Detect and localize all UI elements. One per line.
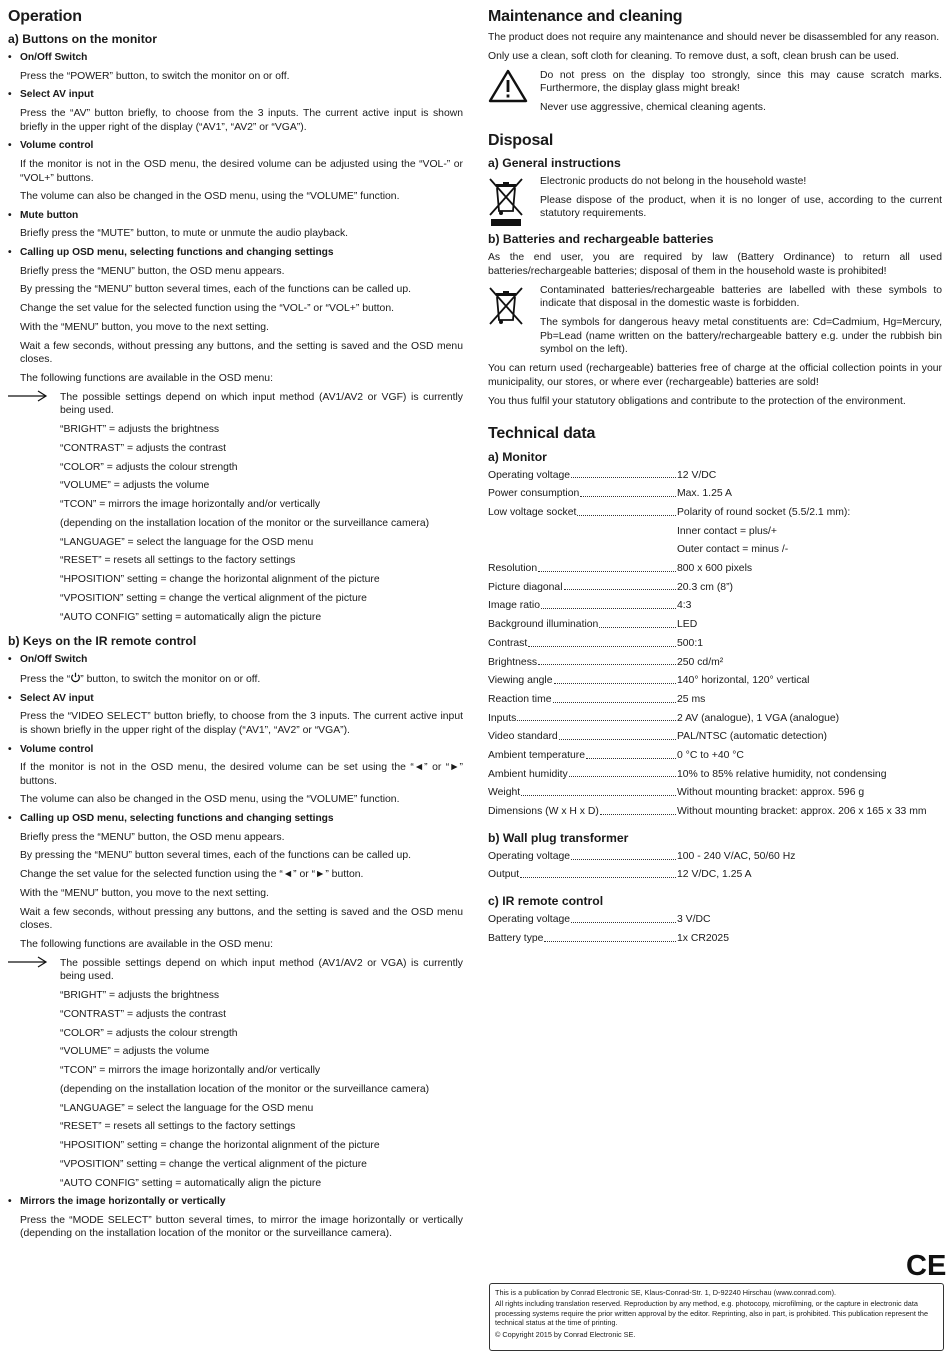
spec-value: 100 - 240 V/AC, 50/60 Hz <box>677 850 796 862</box>
spec-row <box>488 562 942 581</box>
spec-row <box>488 581 942 600</box>
remote-osd-function-list <box>8 989 463 1190</box>
left-column <box>8 6 463 1246</box>
crossed-bin-icon <box>488 175 524 232</box>
note-row <box>8 391 463 418</box>
osd-text-3: Change the set value for the selected function using the “VOL-” or “VOL+” button. <box>20 303 394 315</box>
remote-onoff-text: Press the “ ” button, to switch the monitor on or off. <box>20 673 261 685</box>
spec-value: 12 V/DC <box>677 469 717 481</box>
osd-text-4: With the “MENU” button, you move to the next setting. <box>20 321 269 333</box>
spec-row <box>488 599 942 618</box>
osd-function-item: “CONTRAST” = adjusts the contrast <box>60 442 227 454</box>
osd-function-item: “VOLUME” = adjusts the volume <box>60 480 210 492</box>
spec-label: Viewing angle <box>488 675 553 687</box>
remote-note-text: The possible settings depend on which input method (AV1/AV2 or VGA) is currently being used. <box>60 957 463 983</box>
batteries-heading: b) Batteries and rechargeable batteries <box>488 231 714 246</box>
spec-value: Outer contact = minus /- <box>677 544 789 556</box>
imprint-line-3: © Copyright 2015 by Conrad Electronic SE. <box>495 1329 636 1339</box>
osd-function-item: “COLOR” = adjusts the colour strength <box>60 1027 238 1039</box>
osd-text-5: Wait a few seconds, without pressing any buttons, and the setting is saved and the OSD menu closes. <box>20 340 463 366</box>
av-text: Press the “AV” button briefly, to choose from the 3 inputs. The current active input is shown briefly in the upper right of the display (“AV1”, “AV2” or “VGA”). <box>20 107 463 133</box>
mute-title: • Mute button <box>8 209 463 222</box>
spec-value: 1x CR2025 <box>677 932 729 944</box>
remote-spec-table <box>488 913 942 950</box>
spec-value: 25 ms <box>677 693 706 705</box>
arrow-icon <box>8 390 48 404</box>
batteries-text-2: Contaminated batteries/rechargeable batteries are labelled with these symbols to indicate that disposal in the domestic waste is forbidden. <box>540 284 942 310</box>
maintenance-title: Maintenance and cleaning <box>488 8 683 25</box>
spec-row <box>488 913 942 932</box>
maintenance-warning <box>488 69 942 115</box>
spec-label: Background illumination <box>488 619 599 631</box>
crossed-bin-icon <box>488 284 524 331</box>
spec-label: Operating voltage <box>488 469 571 481</box>
technical-title: Technical data <box>488 425 596 443</box>
osd-function-item: “TCON” = mirrors the image horizontally and/or vertically <box>60 499 321 511</box>
osd-function-item: (depending on the installation location of the monitor or the surveillance camera) <box>60 1083 430 1095</box>
ce-mark-text: CE <box>906 1250 947 1282</box>
batteries-text-1: As the end user, you are required by law (Battery Ordinance) to return all used batteries/rechargeable batteries; disposal of them in the household waste is prohibited! <box>488 252 942 277</box>
general-disposal-block <box>488 175 942 227</box>
remote-osd-text-2: By pressing the “MENU” button several times, each of the functions can be called up. <box>20 850 412 862</box>
remote-volume-text-1: If the monitor is not in the OSD menu, the desired volume can be set using the “◄” or “►” buttons. <box>20 761 463 787</box>
spec-label: Battery type <box>488 932 544 944</box>
osd-function-item: “BRIGHT” = adjusts the brightness <box>60 424 220 436</box>
operation-title: Operation <box>8 8 82 25</box>
plug-heading: b) Wall plug transformer <box>488 830 629 845</box>
power-icon <box>70 672 80 682</box>
remote-av-text: Press the “VIDEO SELECT” button briefly, to choose from the 3 inputs. The current active input is shown briefly in the upper right of the display (“AV1”, “AV2” or “VGA”). <box>20 711 463 736</box>
imprint-line-1: This is a publication by Conrad Electronic SE, Klaus-Conrad-Str. 1, D-92240 Hirschau (www.conrad.com). <box>495 1288 837 1297</box>
spec-value: Max. 1.25 A <box>677 488 732 500</box>
spec-row <box>488 730 942 749</box>
remote-onoff-title: • On/Off Switch <box>8 653 463 666</box>
spec-label: Low voltage socket <box>488 507 577 518</box>
osd-function-item: “BRIGHT” = adjusts the brightness <box>60 990 220 1002</box>
remote-osd-text-6: The following functions are available in the OSD menu: <box>20 939 273 951</box>
general-instructions-heading: a) General instructions <box>488 155 621 170</box>
spec-row <box>488 868 942 887</box>
osd-function-item: “HPOSITION” setting = change the horizontal alignment of the picture <box>60 1140 380 1152</box>
arrow-icon <box>8 956 48 970</box>
spec-label: Reaction time <box>488 693 552 705</box>
osd-title: • Calling up OSD menu, selecting functions and changing settings <box>8 246 463 259</box>
spec-row <box>488 525 942 544</box>
remote-osd-text-1: Briefly press the “MENU” button, the OSD menu appears. <box>20 831 285 843</box>
spec-label: Power consumption <box>488 488 580 500</box>
spec-value: 800 x 600 pixels <box>677 563 753 575</box>
osd-function-item: “LANGUAGE” = select the language for the OSD menu <box>60 536 314 548</box>
disposal-text-1: Electronic products do not belong in the household waste! <box>540 175 807 187</box>
spec-row <box>488 805 942 824</box>
onoff-text: Press the “POWER” button, to switch the monitor on or off. <box>20 70 290 82</box>
osd-function-item: “LANGUAGE” = select the language for the OSD menu <box>60 1102 314 1114</box>
batteries-text-4: You can return used (rechargeable) batteries free of charge at the official collection points in your municipality, our stores, or where ever (rechargeable) batteries are sold! <box>488 363 942 388</box>
spec-row <box>488 932 942 951</box>
spec-label: Operating voltage <box>488 850 571 862</box>
spec-label: Video standard <box>488 731 558 743</box>
spec-value: 250 cd/m² <box>677 656 724 668</box>
osd-function-item: “AUTO CONFIG” setting = automatically align the picture <box>60 1177 322 1189</box>
spec-label: Inputs <box>488 712 517 724</box>
spec-row <box>488 749 942 768</box>
spec-value: 0 °C to +40 °C <box>677 749 744 761</box>
osd-function-item: “RESET” = resets all settings to the factory settings <box>60 1121 296 1133</box>
spec-value: Polarity of round socket (5.5/2.1 mm): <box>677 507 851 518</box>
maintenance-text-2: Only use a clean, soft cloth for cleaning. To remove dust, a soft, clean brush can be used. <box>488 50 900 62</box>
remote-note-row <box>8 957 463 984</box>
remote-osd-text-4: With the “MENU” button, you move to the next setting. <box>20 887 269 899</box>
remote-volume-title: • Volume control <box>8 743 463 756</box>
spec-label: Ambient humidity <box>488 768 568 780</box>
spec-row <box>488 618 942 637</box>
warning-triangle-icon <box>488 69 528 108</box>
spec-row <box>488 674 942 693</box>
spec-value: 500:1 <box>677 637 704 649</box>
ce-mark <box>906 1250 947 1283</box>
batteries-symbol-block <box>488 284 942 358</box>
remote-osd-title: • Calling up OSD menu, selecting functions and changing settings <box>8 812 463 825</box>
remote-volume-text-2: The volume can also be changed in the OSD menu, using the “VOLUME” function. <box>20 794 400 806</box>
remote-heading: c) IR remote control <box>488 894 604 909</box>
monitor-spec-table <box>488 469 942 824</box>
mute-text: Briefly press the “MUTE” button, to mute or unmute the audio playback. <box>20 228 349 240</box>
osd-text-2: By pressing the “MENU” button several times, each of the functions can be called up. <box>20 284 412 296</box>
right-column <box>488 6 942 957</box>
onoff-title: • On/Off Switch <box>8 51 463 64</box>
spec-row <box>488 469 942 488</box>
volume-text-1: If the monitor is not in the OSD menu, the desired volume can be adjusted using the “VOL-” or “VOL+” buttons. <box>20 158 463 184</box>
spec-row <box>488 506 942 525</box>
osd-text-1: Briefly press the “MENU” button, the OSD menu appears. <box>20 265 285 277</box>
spec-value: PAL/NTSC (automatic detection) <box>677 731 827 743</box>
spec-label: Image ratio <box>488 600 540 612</box>
spec-label: Dimensions (W x H x D) <box>488 806 599 817</box>
spec-row <box>488 637 942 656</box>
spec-value: 10% to 85% relative humidity, not condensing <box>677 768 887 780</box>
spec-row <box>488 786 942 805</box>
spec-value: Without mounting bracket: approx. 596 g <box>677 787 865 799</box>
spec-label: Weight <box>488 787 521 799</box>
spec-value: Without mounting bracket: approx. 206 x 165 x 33 mm <box>677 806 927 817</box>
spec-label: Picture diagonal <box>488 581 563 593</box>
remote-osd-text-5: Wait a few seconds, without pressing any buttons, and the setting is saved and the OSD menu closes. <box>20 906 463 932</box>
remote-av-title: • Select AV input <box>8 692 463 705</box>
spec-row <box>488 768 942 787</box>
spec-row <box>488 487 942 506</box>
spec-label: Contrast <box>488 637 528 649</box>
spec-label: Ambient temperature <box>488 749 586 761</box>
note-text: The possible settings depend on which input method (AV1/AV2 or VGF) is currently being used. <box>60 391 463 417</box>
spec-label: Operating voltage <box>488 914 571 926</box>
monitor-heading: a) Monitor <box>488 449 547 464</box>
mirror-text: Press the “MODE SELECT” button several times, to mirror the image horizontally or vertically (depending on the installation location of the monitor or the surveillance camera). <box>20 1214 463 1240</box>
osd-text-6: The following functions are available in the OSD menu: <box>20 373 273 385</box>
plug-spec-table <box>488 850 942 887</box>
imprint-box <box>489 1283 944 1351</box>
disposal-title: Disposal <box>488 131 554 149</box>
volume-text-2: The volume can also be changed in the OSD menu, using the “VOLUME” function. <box>20 191 400 203</box>
spec-label: Brightness <box>488 656 538 668</box>
spec-value: 12 V/DC, 1.25 A <box>677 869 752 881</box>
osd-function-item: (depending on the installation location of the monitor or the surveillance camera) <box>60 517 430 529</box>
spec-row <box>488 850 942 869</box>
spec-label: Output <box>488 869 520 881</box>
osd-function-item: “CONTRAST” = adjusts the contrast <box>60 1008 227 1020</box>
osd-function-item: “RESET” = resets all settings to the factory settings <box>60 555 296 567</box>
spec-label: Resolution <box>488 563 538 575</box>
spec-value: Inner contact = plus/+ <box>677 525 777 537</box>
remote-osd-text-3: Change the set value for the selected function using the “◄” or “►” button. <box>20 869 364 881</box>
buttons-heading: a) Buttons on the monitor <box>8 32 157 47</box>
spec-value: 140° horizontal, 120° vertical <box>677 675 810 687</box>
warning-text-2: Never use aggressive, chemical cleaning agents. <box>540 102 766 114</box>
batteries-text-3: The symbols for dangerous heavy metal constituents are: Cd=Cadmium, Hg=Mercury, Pb=Lead (name written on the battery/rechargeable battery e.g. under the rubbish bin symbol on the left). <box>540 317 942 356</box>
spec-row <box>488 543 942 562</box>
av-title: • Select AV input <box>8 88 463 101</box>
maintenance-text-1: The product does not require any maintenance and should never be disassembled for any reason. <box>488 32 940 44</box>
batteries-text-5: You thus fulfil your statutory obligations and contribute to the protection of the environment. <box>488 395 906 407</box>
osd-function-item: “HPOSITION” setting = change the horizontal alignment of the picture <box>60 574 380 586</box>
spec-value: 3 V/DC <box>677 914 711 926</box>
spec-value: 20.3 cm (8”) <box>677 581 734 593</box>
warning-text-1: Do not press on the display too strongly, since this may cause scratch marks. Furthermore, the display glass might break! <box>540 69 942 95</box>
osd-function-item: “VPOSITION” setting = change the vertical alignment of the picture <box>60 1158 367 1170</box>
remote-keys-heading: b) Keys on the IR remote control <box>8 634 197 649</box>
spec-row <box>488 693 942 712</box>
volume-title: • Volume control <box>8 139 463 152</box>
mirror-title: • Mirrors the image horizontally or vertically <box>8 1195 463 1208</box>
osd-function-item: “TCON” = mirrors the image horizontally and/or vertically <box>60 1065 321 1077</box>
osd-function-item: “AUTO CONFIG” setting = automatically align the picture <box>60 611 322 623</box>
spec-value: 2 AV (analogue), 1 VGA (analogue) <box>677 712 840 724</box>
spec-value: LED <box>677 619 698 631</box>
osd-function-list <box>8 423 463 624</box>
spec-value: 4:3 <box>677 600 692 612</box>
osd-function-item: “COLOR” = adjusts the colour strength <box>60 461 238 473</box>
spec-row <box>488 656 942 675</box>
imprint-line-2: All rights including translation reserved. Reproduction by any method, e.g. photocopy, microfilming, or the capture in electronic data processing systems require the prior written approval by the editor. Reprinting, also in part, is prohibited. This publication represent the technical status at the time of printing. <box>495 1299 929 1328</box>
spec-row <box>488 712 942 731</box>
osd-function-item: “VPOSITION” setting = change the vertical alignment of the picture <box>60 592 367 604</box>
disposal-text-2: Please dispose of the product, when it is no longer of use, according to the current statutory requirements. <box>540 194 942 220</box>
osd-function-item: “VOLUME” = adjusts the volume <box>60 1046 210 1058</box>
